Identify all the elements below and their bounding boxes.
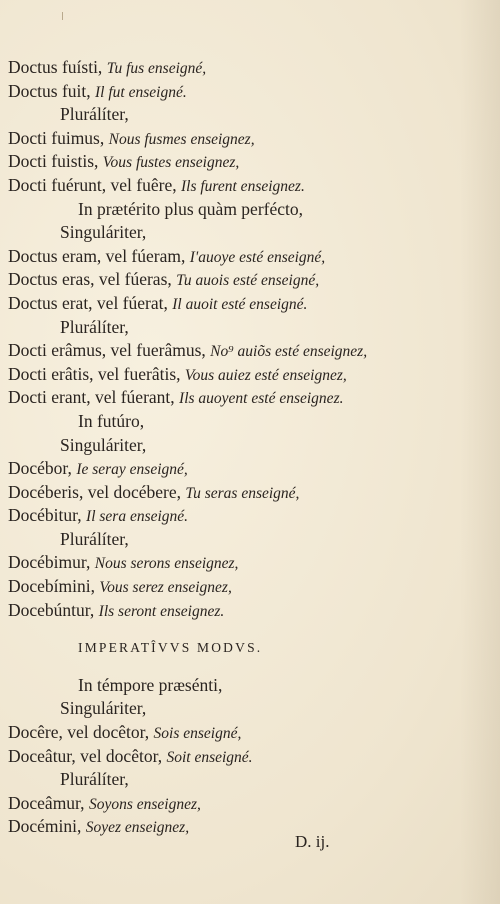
french-translation: Vous serez enseignez, xyxy=(99,579,232,597)
latin-text: Plurálíter, xyxy=(60,528,129,549)
latin-text: Docêre, vel docêtor, xyxy=(8,722,154,743)
latin-text: Doceâtur, vel docêtor, xyxy=(8,745,167,766)
text-line xyxy=(8,721,488,745)
text-line xyxy=(8,768,488,792)
text-block xyxy=(8,56,488,839)
french-translation: Il auoit esté enseigné. xyxy=(172,295,308,313)
french-translation: Il sera enseigné. xyxy=(86,508,189,526)
text-line xyxy=(8,56,488,80)
text-line xyxy=(8,815,488,839)
latin-text: Docebúntur, xyxy=(8,599,99,620)
text-line xyxy=(8,551,488,575)
latin-text: Plurálíter, xyxy=(60,316,129,337)
french-translation: Nous fusmes enseignez, xyxy=(108,130,255,148)
latin-text: Doctus erat, vel fúerat, xyxy=(8,292,173,313)
latin-text: Docti erâtis, vel fuerâtis, xyxy=(8,363,185,384)
latin-text: Docebímini, xyxy=(8,576,100,597)
text-line xyxy=(8,792,488,816)
french-translation: Ils seront enseignez. xyxy=(98,602,225,620)
latin-text: Docti fuistis, xyxy=(8,151,103,172)
latin-text: Doctus eram, vel fúeram, xyxy=(8,245,190,266)
text-line xyxy=(8,386,488,410)
text-line xyxy=(8,410,488,434)
french-translation: Nous serons enseignez, xyxy=(94,555,239,573)
text-line xyxy=(8,599,488,623)
latin-text: Doctus eras, vel fúeras, xyxy=(8,269,177,290)
section-heading xyxy=(8,636,488,660)
french-translation: Il fut enseigné. xyxy=(95,83,187,101)
text-line xyxy=(8,245,488,269)
text-line xyxy=(8,481,488,505)
text-line xyxy=(8,221,488,245)
latin-text: Singuláriter, xyxy=(60,222,147,243)
french-translation: Ils furent enseignez. xyxy=(180,177,305,195)
latin-text: Docti fuérunt, vel fuêre, xyxy=(8,174,181,195)
french-translation: Sois enseigné, xyxy=(153,725,242,743)
text-line xyxy=(8,339,488,363)
french-translation: Tu auois esté enseigné, xyxy=(176,272,320,290)
folio-signature: D. ij. xyxy=(295,832,330,851)
latin-text: Plurálíter, xyxy=(60,104,129,125)
text-line xyxy=(8,504,488,528)
french-translation: Soyons enseignez, xyxy=(88,795,201,813)
french-translation: Ie seray enseigné, xyxy=(76,461,188,479)
text-line xyxy=(8,268,488,292)
text-line xyxy=(8,457,488,481)
french-translation: No⁹ auiõs esté enseignez, xyxy=(210,343,368,361)
french-translation: Ils auoyent esté enseignez. xyxy=(179,390,344,408)
latin-text: In prætérito plus quàm perfécto, xyxy=(78,198,304,219)
latin-text: Docti erâmus, vel fuerâmus, xyxy=(8,340,211,361)
latin-text: Docébitur, xyxy=(8,505,87,526)
text-line xyxy=(8,174,488,198)
page-mark xyxy=(62,12,63,20)
french-translation: Vous auiez esté enseignez, xyxy=(184,366,347,384)
text-line xyxy=(8,80,488,104)
latin-text: Plurálíter, xyxy=(60,769,129,790)
latin-text: Doctus fuísti, xyxy=(8,57,107,77)
line-gap xyxy=(8,660,488,674)
text-line xyxy=(8,150,488,174)
text-line xyxy=(8,363,488,387)
text-line xyxy=(8,103,488,127)
text-line xyxy=(8,674,488,698)
text-line xyxy=(8,127,488,151)
line-gap xyxy=(8,622,488,636)
french-translation: Soit enseigné. xyxy=(166,748,253,766)
text-line xyxy=(8,528,488,552)
text-line xyxy=(8,316,488,340)
latin-text: Doceâmur, xyxy=(8,792,89,813)
french-translation: Vous fustes enseignez, xyxy=(102,154,240,172)
latin-text: Docébor, xyxy=(8,458,77,479)
latin-text: Singuláriter, xyxy=(60,434,147,455)
text-line xyxy=(8,575,488,599)
latin-text: Docti erant, vel fúerant, xyxy=(8,387,180,408)
latin-text: Docti fuimus, xyxy=(8,127,109,148)
text-line xyxy=(8,198,488,222)
latin-text: Docébimur, xyxy=(8,552,95,573)
french-translation: Tu fus enseigné, xyxy=(106,60,207,77)
french-translation: Soyez enseignez, xyxy=(85,819,190,837)
text-line xyxy=(8,697,488,721)
latin-text: In futúro, xyxy=(78,410,145,431)
latin-text: Singuláriter, xyxy=(60,698,147,719)
latin-text: Doctus fuit, xyxy=(8,80,96,101)
text-line xyxy=(8,292,488,316)
latin-text: In témpore præsénti, xyxy=(78,674,223,695)
latin-text: Docéberis, vel docébere, xyxy=(8,481,186,502)
french-translation: Tu seras enseigné, xyxy=(185,484,300,502)
latin-text: IMPERATÎVVS MODVS. xyxy=(78,640,263,656)
text-line xyxy=(8,434,488,458)
latin-text: Docémini, xyxy=(8,816,86,837)
text-line xyxy=(8,745,488,769)
french-translation: I'auoye esté enseigné, xyxy=(189,248,326,266)
